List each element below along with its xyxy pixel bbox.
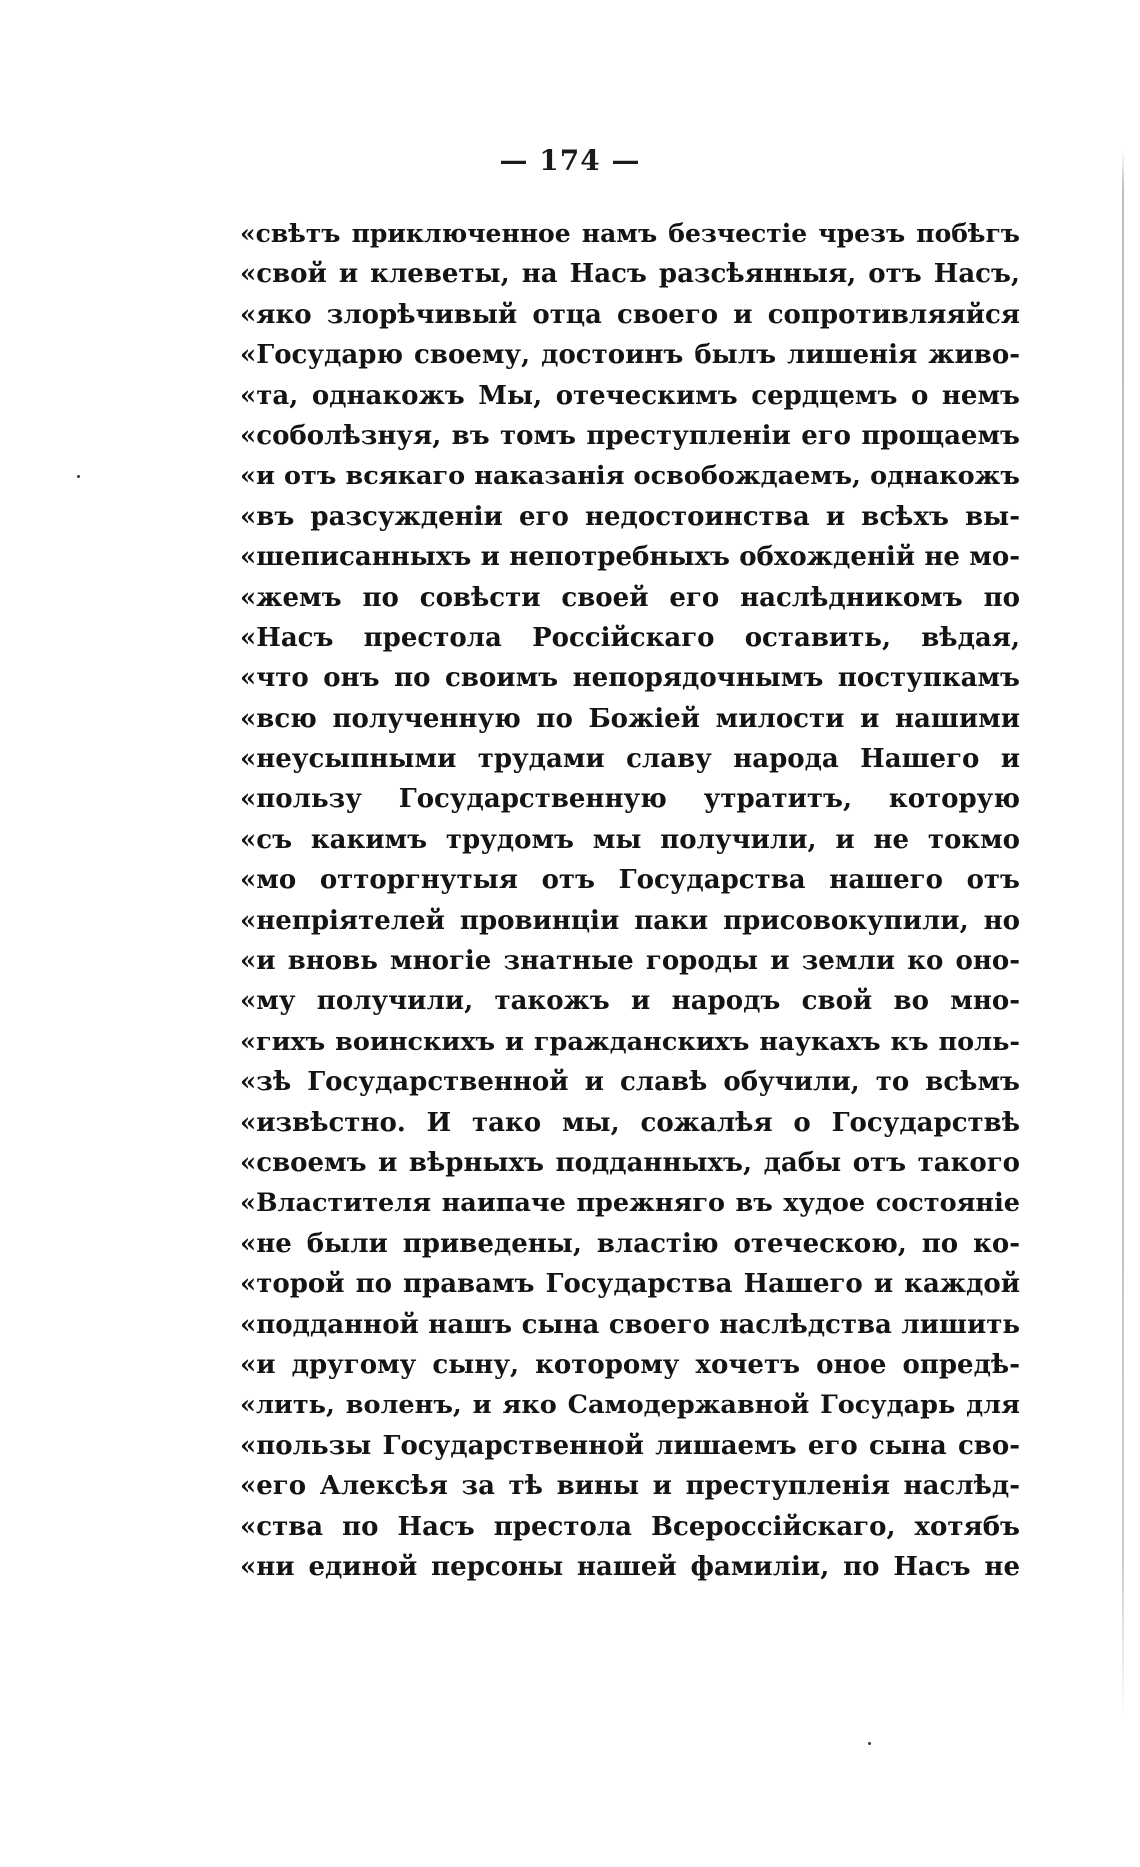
text-line: «яко злорѣчивый отца своего и сопротивляяйся [240, 299, 1020, 330]
text-line: «своемъ и вѣрныхъ подданныхъ, дабы отъ такого [240, 1147, 1020, 1178]
text-line: «торой по правамъ Государства Нашего и каждой [240, 1269, 1020, 1300]
text-line: «что онъ по своимъ непорядочнымъ поступкамъ [240, 663, 1020, 694]
text-line: «въ разсужденіи его недостоинства и всѣхъ вы- [240, 501, 1020, 532]
scan-speck-left [77, 475, 80, 478]
scan-edge-line [1122, 150, 1124, 1720]
text-line: «свой и клеветы, на Насъ разсѣянныя, отъ Насъ, [240, 259, 1020, 290]
body-text [240, 214, 1020, 1587]
text-line: «жемъ по совѣсти своей его наслѣдникомъ по [240, 582, 1020, 613]
text-line: «шеписанныхъ и непотребныхъ обхожденій не мо- [240, 542, 1020, 573]
text-line: «зѣ Государственной и славѣ обучили, то всѣмъ [240, 1067, 1020, 1098]
scan-speck-bottom [868, 1742, 871, 1745]
text-line: «не были приведены, властію отеческою, по ко- [240, 1228, 1020, 1259]
text-line: «ства по Насъ престола Всероссійскаго, хотябъ [240, 1511, 1020, 1542]
text-line: «Властителя наипаче прежняго въ худое состояніе [240, 1188, 1020, 1219]
page-number: — 174 — [499, 144, 641, 177]
text-line: «непріятелей провинціи паки присовокупили, но [240, 905, 1020, 936]
text-line: «и отъ всякаго наказанія освобождаемъ, однакожъ [240, 461, 1020, 492]
text-line: «извѣстно. И тако мы, сожалѣя о Государствѣ [240, 1107, 1020, 1138]
text-line: «всю полученную по Божіей милости и нашими [240, 703, 1020, 734]
text-line: «съ какимъ трудомъ мы получили, и не токмо [240, 824, 1020, 855]
text-line: «му получили, такожъ и народъ свой во мно- [240, 986, 1020, 1017]
text-line: «и другому сыну, которому хочетъ оное опредѣ- [240, 1349, 1020, 1380]
text-line: «его Алексѣя за тѣ вины и преступленія наслѣд- [240, 1471, 1020, 1502]
text-line: «свѣтъ приключенное намъ безчестіе чрезъ побѣгъ [240, 219, 1020, 248]
text-line: «Государю своему, достоинъ былъ лишенія живо- [240, 340, 1020, 371]
text-line: «пользы Государственной лишаемъ его сына сво- [240, 1430, 1020, 1461]
text-line: «лить, воленъ, и яко Самодержавной Государь для [240, 1390, 1020, 1421]
text-line: «подданной нашъ сына своего наслѣдства лишить [240, 1309, 1020, 1340]
text-line: «ни единой персоны нашей фамиліи, по Насъ не [240, 1551, 1020, 1582]
text-line: «та, однакожъ Мы, отеческимъ сердцемъ о немъ [240, 380, 1020, 411]
text-line: «гихъ воинскихъ и гражданскихъ наукахъ къ поль- [240, 1026, 1020, 1057]
text-line: «пользу Государственную утратитъ, которую [240, 784, 1020, 815]
text-line: «Насъ престола Россійскаго оставить, вѣдая, [240, 622, 1020, 653]
text-line: «соболѣзнуя, въ томъ преступленіи его прощаемъ [240, 420, 1020, 451]
text-line: «неусыпными трудами славу народа Нашего и [240, 744, 1020, 775]
text-line: «мо отторгнутыя отъ Государства нашего отъ [240, 865, 1020, 896]
text-line: «и вновь многіе знатные городы и земли ко оно- [240, 946, 1020, 977]
